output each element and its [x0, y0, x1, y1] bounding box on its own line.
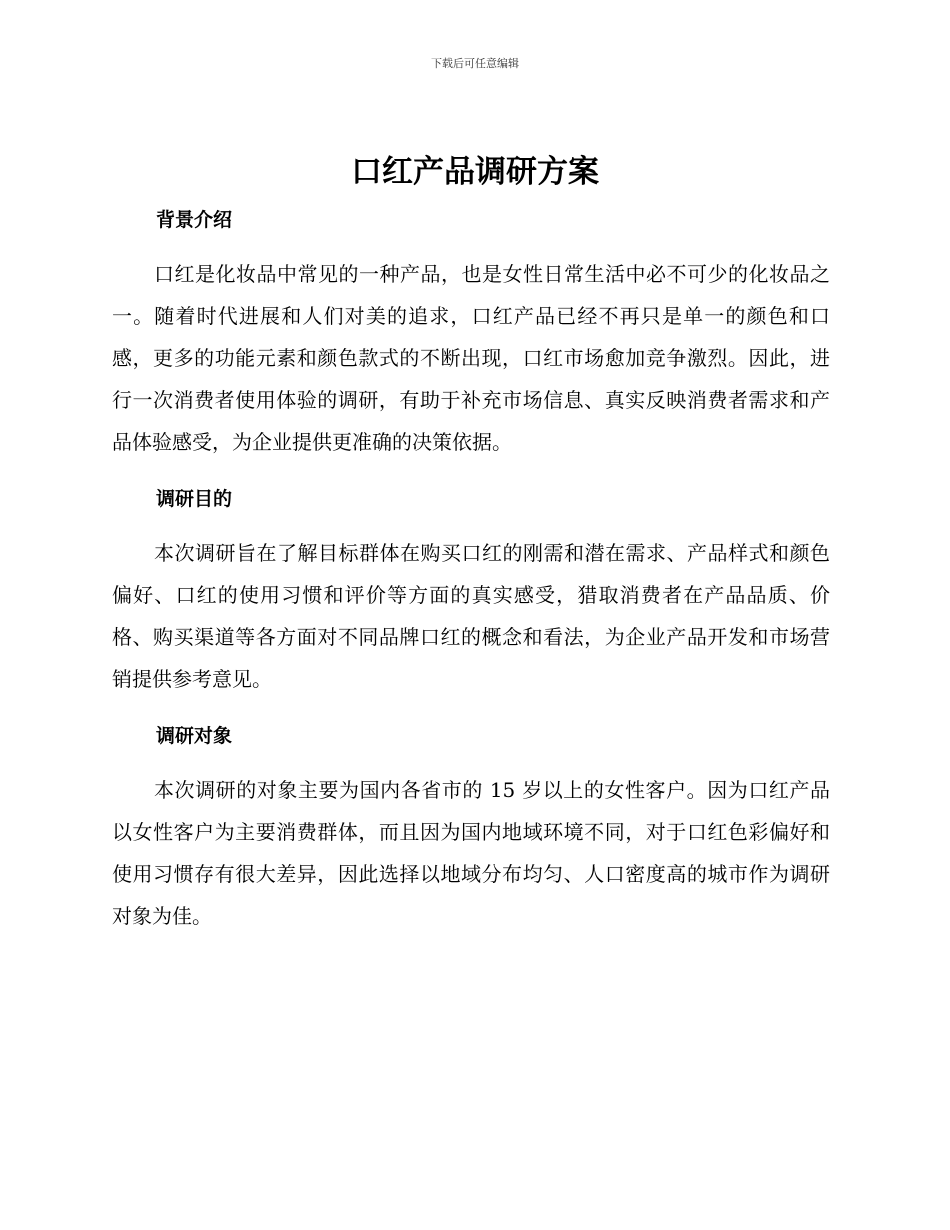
section-paragraph-background: 口红是化妆品中常见的一种产品，也是女性日常生活中必不可少的化妆品之一。随着时代进展和人们对美的追求，口红产品已经不再只是单一的颜色和口感，更多的功能元素和颜色款式的不断出现，口红市场愈加竞争激烈。因此，进行一次消费者使用体验的调研，有助于补充市场信息、真实反映消费者需求和产品体验感受，为企业提供更准确的决策依据。: [112, 262, 830, 454]
section-paragraph-target: 本次调研的对象主要为国内各省市的 15 岁以上的女性客户。因为口红产品以女性客户为主要消费群体，而且因为国内地域环境不同，对于口红色彩偏好和使用习惯存有很大差异，因此选择以地域分布均匀、人口密度高的城市作为调研对象为佳。: [112, 778, 830, 928]
page-header-note: 下载后可任意编辑: [431, 57, 519, 70]
section-heading-target: 调研对象: [156, 725, 233, 747]
section-paragraph-purpose: 本次调研旨在了解目标群体在购买口红的刚需和潜在需求、产品样式和颜色偏好、口红的使用习惯和评价等方面的真实感受，猎取消费者在产品品质、价格、购买渠道等各方面对不同品牌口红的概念和看法，为企业产品开发和市场营销提供参考意见。: [112, 541, 830, 691]
document-title: 口红产品调研方案: [351, 154, 599, 190]
section-heading-purpose: 调研目的: [156, 488, 233, 510]
section-heading-background: 背景介绍: [156, 209, 233, 231]
